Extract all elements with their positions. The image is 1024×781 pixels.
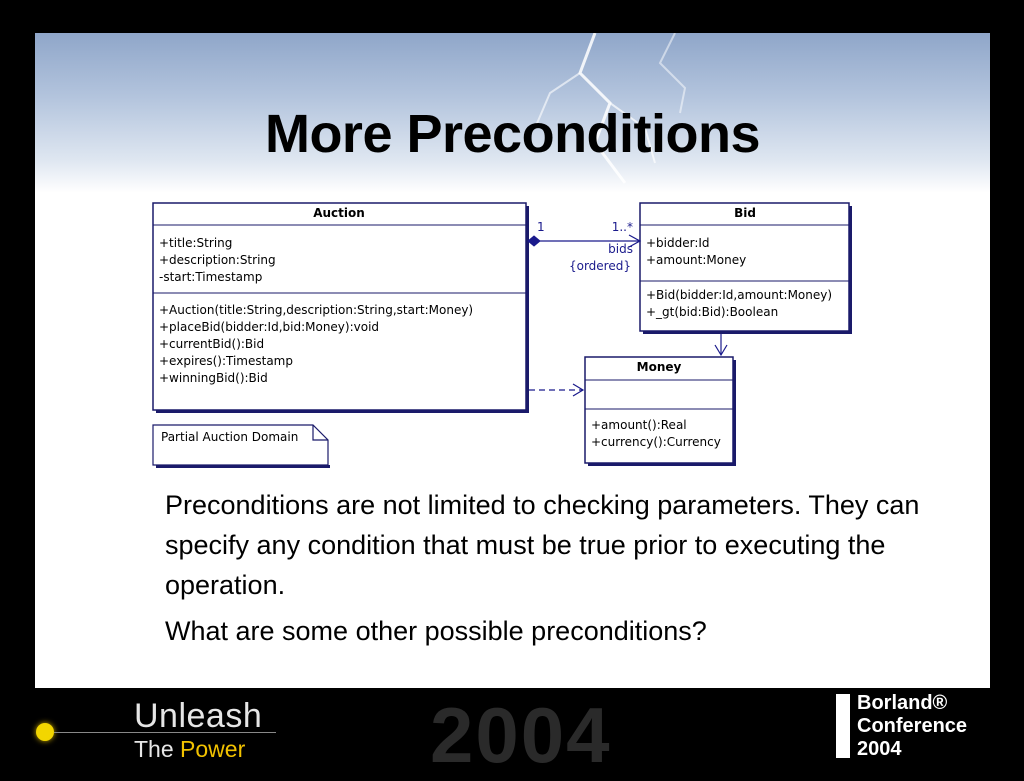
dependency-bid-money (715, 334, 727, 355)
slide (35, 33, 990, 688)
bid-attribute: +bidder:Id (646, 236, 710, 250)
note-text: Partial Auction Domain (161, 430, 299, 444)
money-operation: +amount():Real (591, 418, 687, 432)
auction-operation: +winningBid():Bid (159, 371, 268, 385)
brand-line: Borland® (857, 692, 948, 714)
bid-operation: +Bid(bidder:Id,amount:Money) (646, 288, 833, 302)
auction-class (153, 203, 529, 413)
money-class-name: Money (636, 360, 682, 374)
auction-operation: +currentBid():Bid (159, 337, 265, 351)
source-multiplicity: 1 (537, 220, 545, 234)
auction-operation: +expires():Timestamp (159, 354, 293, 368)
target-multiplicity: 1..* (611, 220, 633, 234)
association-role: bids (608, 242, 633, 256)
year-watermark: 2004 (430, 691, 612, 779)
brand-line: 2004 (857, 738, 902, 760)
association-constraint: {ordered} (568, 259, 631, 273)
money-operation: +currency():Currency (591, 435, 721, 449)
unleash-logo-text: Unleash (134, 697, 263, 735)
bid-class (640, 203, 852, 334)
auction-class-name: Auction (313, 206, 365, 220)
auction-operation: +placeBid(bidder:Id,bid:Money):void (159, 320, 380, 334)
diagram-note (153, 425, 330, 468)
money-class (585, 357, 736, 466)
uml-class-diagram (145, 183, 905, 483)
borland-conference-logo (857, 692, 967, 761)
power-text: Power (180, 736, 246, 762)
slide-title: More Preconditions (264, 104, 761, 164)
auction-attribute: +title:String (159, 236, 233, 250)
body-paragraph: Preconditions are not limited to checking parameters. They can specify any condition that must be true prior to executing the operation. (165, 490, 920, 600)
auction-operation: +Auction(title:String,description:String,start:Money) (159, 303, 474, 317)
bid-class-name: Bid (734, 206, 756, 220)
bid-operation: +_gt(bid:Bid):Boolean (646, 305, 779, 319)
yellow-dot-icon (36, 723, 54, 741)
borland-logo-icon (836, 694, 850, 758)
slide-body (165, 485, 925, 651)
the-power-logo-text (134, 736, 245, 763)
brand-line: Conference (857, 715, 968, 737)
the-text: The (134, 736, 181, 762)
dependency-auction-money (529, 384, 583, 396)
auction-attribute: +description:String (159, 253, 276, 267)
bid-attribute: +amount:Money (646, 253, 747, 267)
auction-attribute: -start:Timestamp (159, 270, 263, 284)
body-question: What are some other possible preconditions? (165, 616, 707, 646)
